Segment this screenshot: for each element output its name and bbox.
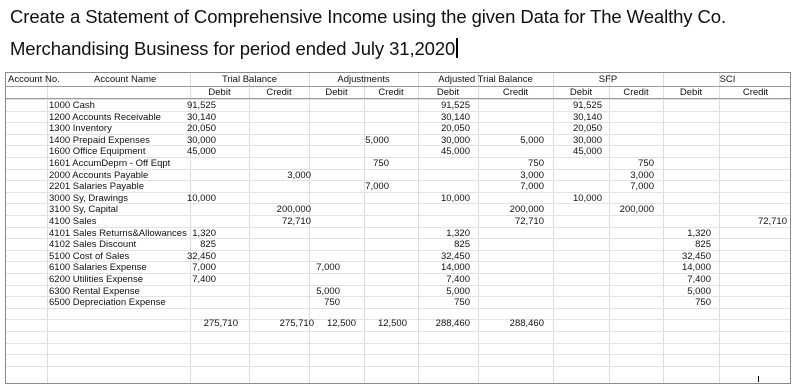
amount-cell[interactable]: 200,000: [509, 204, 544, 216]
amount-cell[interactable]: 825: [454, 239, 470, 251]
grid-row-line: [6, 354, 790, 355]
amount-cell[interactable]: 825: [200, 239, 216, 251]
amount-cell[interactable]: 750: [454, 297, 470, 309]
grid-row-line: [6, 145, 790, 146]
amount-cell[interactable]: 45,000: [440, 146, 470, 158]
account-name-cell[interactable]: 6300 Rental Expense: [49, 285, 140, 297]
grid-row-line: [6, 227, 790, 228]
grid-row-line: [6, 250, 790, 251]
column-subheader-credit: Credit: [502, 87, 529, 98]
grid-column-line: [418, 73, 419, 384]
grid-row-line: [6, 215, 790, 216]
grid-column-line: [478, 73, 479, 384]
amount-cell[interactable]: 7,000: [520, 181, 544, 193]
amount-cell[interactable]: 750: [324, 297, 340, 309]
instruction-line-2: Merchandising Business for period ended July 31,2020: [10, 38, 458, 60]
grid-row-line: [6, 203, 790, 204]
grid-column-line: [609, 73, 610, 384]
column-group-header: Trial Balance: [221, 74, 278, 85]
amount-cell[interactable]: 20,050: [186, 123, 216, 135]
account-name-cell[interactable]: 5100 Cost of Sales: [49, 250, 130, 262]
total-amount-cell[interactable]: 288,460: [509, 318, 544, 330]
grid-row-line: [6, 366, 790, 367]
grid-column-line: [309, 73, 310, 384]
grid-column-line: [663, 73, 664, 384]
total-amount-cell[interactable]: 12,500: [377, 318, 407, 330]
amount-cell[interactable]: 32,450: [440, 250, 470, 262]
amount-cell[interactable]: 30,140: [186, 111, 216, 123]
grid-row-line: [6, 99, 790, 100]
column-subheader-credit: Credit: [623, 87, 649, 98]
grid-column-line: [364, 73, 365, 384]
amount-cell[interactable]: 7,400: [192, 274, 216, 285]
amount-cell[interactable]: 10,000: [186, 192, 216, 204]
amount-cell[interactable]: 91,525: [186, 100, 216, 111]
amount-cell[interactable]: 5,000: [365, 134, 389, 146]
amount-cell[interactable]: 750: [638, 158, 654, 169]
amount-cell[interactable]: 72,710: [514, 216, 544, 227]
account-name-cell[interactable]: 1600 Office Equipment: [49, 146, 146, 158]
grid-row-line: [6, 111, 790, 112]
grid-row-line: [6, 273, 790, 274]
total-amount-cell[interactable]: 12,500: [326, 318, 356, 330]
amount-cell[interactable]: 45,000: [572, 146, 602, 158]
total-amount-cell[interactable]: 275,710: [279, 318, 314, 330]
amount-cell[interactable]: 30,000: [440, 134, 470, 146]
grid-row-line: [6, 134, 790, 135]
amount-cell[interactable]: 1,320: [446, 227, 470, 239]
amount-cell[interactable]: 7,000: [192, 262, 216, 274]
amount-cell[interactable]: 5,000: [446, 285, 470, 297]
account-name-cell[interactable]: 1200 Accounts Receivable: [49, 111, 161, 123]
grid-column-line: [553, 73, 554, 384]
column-group-header: SCI: [719, 74, 736, 85]
column-subheader-debit: Debit: [436, 87, 460, 98]
text-cursor: [456, 38, 458, 58]
cell-cursor-mark: [758, 376, 759, 382]
amount-cell[interactable]: 30,140: [440, 111, 470, 123]
account-name-cell[interactable]: 4102 Sales Discount: [49, 239, 137, 251]
grid-row-line: [6, 238, 790, 239]
amount-cell[interactable]: 750: [528, 158, 544, 169]
column-subheader-credit: Credit: [742, 87, 769, 98]
amount-cell[interactable]: 750: [373, 158, 389, 169]
grid-column-line: [249, 73, 250, 384]
column-subheader-debit: Debit: [679, 87, 703, 98]
instruction-line-1: Create a Statement of Comprehensive Income using the given Data for The Wealthy Co.: [10, 6, 726, 27]
amount-cell[interactable]: 14,000: [440, 262, 470, 274]
amount-cell[interactable]: 825: [695, 239, 711, 251]
column-header-account-no: Account No.: [8, 74, 60, 85]
amount-cell[interactable]: 3,000: [287, 169, 311, 181]
amount-cell[interactable]: 91,525: [572, 100, 602, 111]
amount-cell[interactable]: 32,450: [186, 250, 216, 262]
grid-row-line: [6, 192, 790, 193]
account-name-cell[interactable]: 3000 Sy, Drawings: [49, 192, 129, 204]
amount-cell[interactable]: 3,000: [630, 169, 654, 181]
grid-row-line: [6, 308, 790, 309]
account-name-cell[interactable]: 6100 Salaries Expense: [49, 262, 147, 274]
grid-row-line: [6, 331, 790, 332]
account-name-cell[interactable]: 3100 Sy, Capital: [49, 204, 119, 216]
column-group-header: SFP: [598, 74, 618, 85]
amount-cell[interactable]: 30,140: [572, 111, 602, 123]
column-subheader-credit: Credit: [378, 87, 404, 98]
account-name-cell[interactable]: 4101 Sales Returns&Allowances: [49, 227, 187, 239]
amount-cell[interactable]: 30,000: [572, 134, 602, 146]
grid-row-line: [6, 169, 790, 170]
amount-cell[interactable]: 72,710: [757, 216, 787, 227]
amount-cell[interactable]: 10,000: [572, 192, 602, 204]
amount-cell[interactable]: 200,000: [276, 204, 311, 216]
grid-row-line: [6, 157, 790, 158]
amount-cell[interactable]: 10,000: [440, 192, 470, 204]
account-name-cell[interactable]: 2201 Salaries Payable: [49, 181, 145, 193]
worksheet-table[interactable]: [5, 72, 791, 384]
grid-column-line: [47, 73, 48, 384]
amount-cell[interactable]: 7,000: [630, 181, 654, 193]
total-amount-cell[interactable]: 275,710: [203, 318, 238, 330]
column-subheader-debit: Debit: [208, 87, 231, 98]
grid-row-line: [6, 261, 790, 262]
grid-row-line: [6, 296, 790, 297]
amount-cell[interactable]: 20,050: [572, 123, 602, 135]
grid-row-line: [6, 180, 790, 181]
amount-cell[interactable]: 72,710: [281, 216, 311, 227]
grid-column-line: [719, 73, 720, 384]
amount-cell[interactable]: 7,000: [316, 262, 340, 274]
column-subheader-debit: Debit: [325, 87, 348, 98]
grid-row-line: [6, 285, 790, 286]
account-name-cell[interactable]: 1601 AccumDeprn - Off Eqpt: [49, 158, 171, 169]
amount-cell[interactable]: 32,450: [681, 250, 711, 262]
amount-cell[interactable]: 7,000: [365, 181, 389, 193]
amount-cell[interactable]: 14,000: [681, 262, 711, 274]
amount-cell[interactable]: 5,000: [687, 285, 711, 297]
column-group-header: Adjusted Trial Balance: [438, 74, 533, 85]
amount-cell[interactable]: 1,320: [687, 227, 711, 239]
account-name-cell[interactable]: 4100 Sales: [49, 216, 97, 227]
amount-cell[interactable]: 20,050: [440, 123, 470, 135]
amount-cell[interactable]: 30,000: [186, 134, 216, 146]
amount-cell[interactable]: 7,400: [446, 274, 470, 285]
amount-cell[interactable]: 200,000: [619, 204, 654, 216]
amount-cell[interactable]: 1,320: [192, 227, 216, 239]
column-header-account-name: Account Name: [94, 74, 157, 85]
amount-cell[interactable]: 5,000: [520, 134, 544, 146]
amount-cell[interactable]: 91,525: [440, 100, 470, 111]
account-name-cell[interactable]: 2000 Accounts Payable: [49, 169, 149, 181]
grid-row-line: [6, 122, 790, 123]
column-subheader-credit: Credit: [266, 87, 292, 98]
account-name-cell[interactable]: 1400 Prepaid Expenses: [49, 134, 150, 146]
column-subheader-debit: Debit: [569, 87, 593, 98]
amount-cell[interactable]: 750: [695, 297, 711, 309]
amount-cell[interactable]: 7,400: [687, 274, 711, 285]
account-name-cell[interactable]: 6200 Utilities Expense: [49, 274, 143, 285]
column-group-header: Adjustments: [337, 74, 390, 85]
account-name-cell[interactable]: 1300 Inventory: [49, 123, 112, 135]
grid-row-line: [6, 343, 790, 344]
amount-cell[interactable]: 45,000: [186, 146, 216, 158]
amount-cell[interactable]: 3,000: [520, 169, 544, 181]
total-amount-cell[interactable]: 288,460: [435, 318, 470, 330]
account-name-cell[interactable]: 6500 Depreciation Expense: [49, 297, 166, 309]
account-name-cell[interactable]: 1000 Cash: [49, 100, 95, 111]
amount-cell[interactable]: 5,000: [316, 285, 340, 297]
